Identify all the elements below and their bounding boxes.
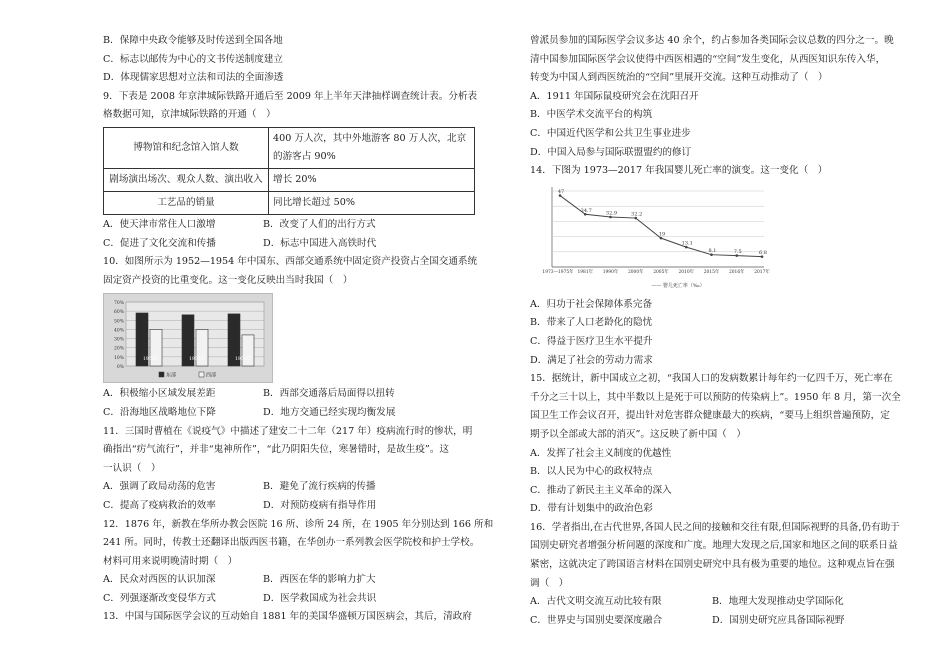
legend-swatch [159,372,164,377]
data-label: 47 [557,188,565,195]
q8-option-c: C．标志以邮传为中心的文书传送制度建立 [103,53,284,65]
x-tick-label: 1973—1975年 [542,269,574,275]
y-tick-label: 40% [113,328,124,334]
q9-option-d: D．标志中国进入高铁时代 [263,237,377,249]
q11-option-b: B．避免了流行疾病的传播 [263,481,376,493]
q10-option-d: D．地方交通已经实现均衡发展 [263,406,396,418]
q15-option-a: A．发挥了社会主义制度的优越性 [530,447,672,459]
q16-stem-line2: 国别史研究者增强分析问题的深度和广度。地理大发现之后,国家和地区之间的联系日益 [530,540,898,552]
q9-options-row1 [103,216,473,235]
q10-option-b: B．西部交通落后局面得以扭转 [263,388,395,400]
q16-option-b: B．地理大发现推动史学国际化 [712,596,844,608]
table-cell-line: 的游客占 90% [273,150,336,162]
y-tick-label: 70% [113,301,124,307]
q16-option-d: D．国别史研究应具备国际视野 [712,614,845,626]
investment-bar-chart [103,293,273,383]
right-column [530,32,910,630]
q12-option-d: D．医学救国成为社会共识 [263,592,377,604]
q13-option-c: C．中国近代医学和公共卫生事业进步 [530,127,691,139]
q16-stem-line1: 16．学者指出,在古代世界,各国人民之间的接触和交往有限,但国际视野的具备,仍有助于 [530,521,900,533]
q14-option-a: A．归功于社会保障体系完备 [530,298,653,310]
q16-option-a: A．古代文明交流互动比较有限 [530,596,662,608]
x-category-label: 1954年 [235,357,251,363]
table-cell-value: 同比增长超过 50% [269,191,475,214]
q15-stem-line4: 期予以全部或大部的消灭”。这反映了新中国（ ） [530,428,746,440]
y-tick-label: 60% [113,310,124,316]
q11-options-row1 [103,478,473,497]
table-cell-value [269,127,475,168]
q11-option-d: D．对预防疫病有指导作用 [263,499,377,511]
x-tick-label: 1981年 [577,269,594,275]
q16-option-c: C．世界史与国别史要深度融合 [530,614,663,626]
legend-label: 东部 [166,372,177,379]
q16-stem-line3: 紧密，这就决定了跨国语言材料在国别史研究中具有极为重要的地位。这种观点旨在强 [530,559,895,571]
q13-option-b: B．中医学术交流平台的构筑 [530,109,653,121]
q10-options-row1 [103,385,473,404]
q9-option-b: B．改变了人们的出行方式 [263,218,376,230]
q9-option-c: C．促进了文化交流和传播 [103,237,216,249]
q16-options-row1 [530,593,910,612]
data-label: 32.9 [605,210,618,217]
q15-stem-line1: 15．据统计，新中国成立之初，“我国人口的发病数累计每年约一亿四千万，死亡率在 [530,373,893,385]
q12-option-c: C．列强逐渐改变侵华方式 [103,592,216,604]
q12-options-row1 [103,571,473,590]
left-column [103,32,494,627]
q16-stem-line4: 调（ ） [530,577,569,589]
x-tick-label: 2000年 [627,269,644,275]
q12-stem-line3: 材料可用来说明晚清时期（ ） [103,555,238,567]
legend-swatch [199,372,204,377]
q14-option-b: B．带来了人口老龄化的隐忧 [530,317,653,329]
q11-options-row2 [103,497,473,516]
table-cell-value: 增长 20% [269,168,475,191]
table-cell-key: 工艺品的销量 [104,191,269,214]
bar-chart-svg [104,294,272,382]
q16-options-row2 [530,612,910,631]
q13-option-d: D．中国入局参与国际联盟盟约的修订 [530,146,692,158]
table-cell-line: 400 万人次，其中外地游客 80 万人次，北京 [273,132,467,144]
q12-options-row2 [103,590,473,609]
q9-stem-line2: 格数据可知，京津城际铁路的开通（ ） [103,109,276,121]
x-category-label: 1953年 [189,357,205,363]
y-tick-label: 20% [113,347,124,353]
q12-stem-line1: 12．1876 年，新教在华所办教会医院 16 所、诊所 24 所，在 1905 年分别达到 166 所和 [103,518,494,530]
q13-stem-line4: 转变为中国人到西医统治的“空间”里展开交流。这种互动推动了（ ） [530,72,828,84]
q8-option-b: B．保障中央政令能够及时传送到全国各地 [103,35,283,46]
q10-option-c: C．沿海地区战略地位下降 [103,406,216,418]
x-tick-label: 1990年 [602,269,619,275]
table-row [104,168,475,191]
y-tick-label: 10% [113,356,124,362]
q9-stem-line1: 9．下表是 2008 年京津城际铁路开通后至 2009 年上半年天津抽样调查统计表。分析表 [103,90,478,102]
q11-stem-line1: 11．三国时曹植在《说疫气》中描述了建安二十二年（217 年）疫病流行时的惨状，明 [103,425,473,437]
x-tick-label: 2005年 [653,269,669,275]
table-row [104,191,475,214]
q10-option-a: A．积极缩小区域发展差距 [103,388,216,400]
table-cell-key: 博物馆和纪念馆入馆人数 [104,127,269,168]
x-tick-label: 2015年 [703,269,720,275]
y-tick-label: 30% [113,337,124,343]
data-label: 19 [658,231,666,238]
q9-options-row2 [103,235,473,254]
data-label: 32.2 [631,211,643,218]
q11-stem-line2: 确指出“疠气流行”，并非“鬼神所作”，“此乃阴阳失位，寒暑错时，是故生疫”。这 [103,444,450,456]
data-label: 34.7 [580,207,592,214]
data-label: 6.8 [759,249,767,256]
data-label: 7.5 [733,248,742,255]
y-tick-label: 50% [113,319,124,325]
legend-label: —— 婴儿死亡率（‰） [651,282,705,289]
q11-stem-line3: 一认识（ ） [103,462,161,474]
x-tick-label: 2017年 [754,269,770,275]
q8-option-d: D．体现儒家思想对立法和司法的全面渗透 [103,72,284,84]
infant-mortality-line-chart [536,183,770,293]
x-tick-label: 2016年 [728,269,745,275]
line-chart-svg [536,183,770,293]
data-label: 8.1 [708,247,717,254]
series-line [560,195,762,256]
q14-stem: 14．下图为 1973—2017 年我国婴儿死亡率的演变。这一变化（ ） [530,165,828,177]
q10-stem-line1: 10．如图所示为 1952—1954 年中国东、西部交通系统中固定资产投资占全国交通系统 [103,256,478,268]
q12-option-b: B．西医在华的影响力扩大 [263,574,376,586]
q13-option-a: A．1911 年国际鼠疫研究会在沈阳召开 [530,90,699,102]
q15-option-d: D．带有计划集中的政治色彩 [530,503,653,515]
q14-option-d: D．满足了社会的劳动力需求 [530,354,653,366]
q15-option-c: C．推动了新民主主义革命的深入 [530,484,672,496]
legend-label: 西部 [206,372,217,379]
q15-stem-line3: 国卫生工作会议召开，提出针对危害群众健康最大的疾病，“要马上组织普遍预防，定 [530,410,890,422]
y-tick-label: 0% [116,365,124,371]
x-tick-label: 2010年 [678,269,695,275]
q15-stem-line2: 千分之三十以上，其中半数以上是死于可以预防的传染病上”。1950 年 8 月，第一次全 [530,391,901,403]
q13-stem-line2: 曾派员参加的国际医学会议多达 40 余个，约占参加各类国际会议总数的四分之一。晚 [530,35,894,46]
q12-stem-line2: 241 所。同时，传教士还翻译出版西医书籍，在华创办一系列教会医学院校和护士学校。 [103,537,480,549]
table-cell-key: 剧场演出场次、观众人数、演出收入 [104,168,269,191]
q14-option-c: C．得益于医疗卫生水平提升 [530,335,653,347]
q12-option-a: A．民众对西医的认识加深 [103,574,216,586]
q13-stem-line3: 清中国参加国际医学会议使得中西医相遇的“空间”发生变化，从西医知识东传入华， [530,53,886,65]
x-category-label: 1952年 [143,357,159,363]
q11-option-a: A．强调了政局动荡的危害 [103,481,216,493]
q10-stem-line2: 固定资产投资的比重变化。这一变化反映出当时我国（ ） [103,274,353,286]
data-label: 13.1 [681,240,693,247]
q11-option-c: C．提高了疫病救治的效率 [103,499,216,511]
q9-option-a: A．使天津市常住人口激增 [103,218,216,230]
q15-option-b: B．以人民为中心的政权特点 [530,466,653,478]
q9-stats-table [103,127,475,215]
table-row [104,127,475,168]
q13-stem-line1: 13．中国与国际医学会议的互动始自 1881 年的美国华盛顿万国医病会，其后，清政府 [103,611,472,623]
q10-options-row2 [103,404,473,423]
